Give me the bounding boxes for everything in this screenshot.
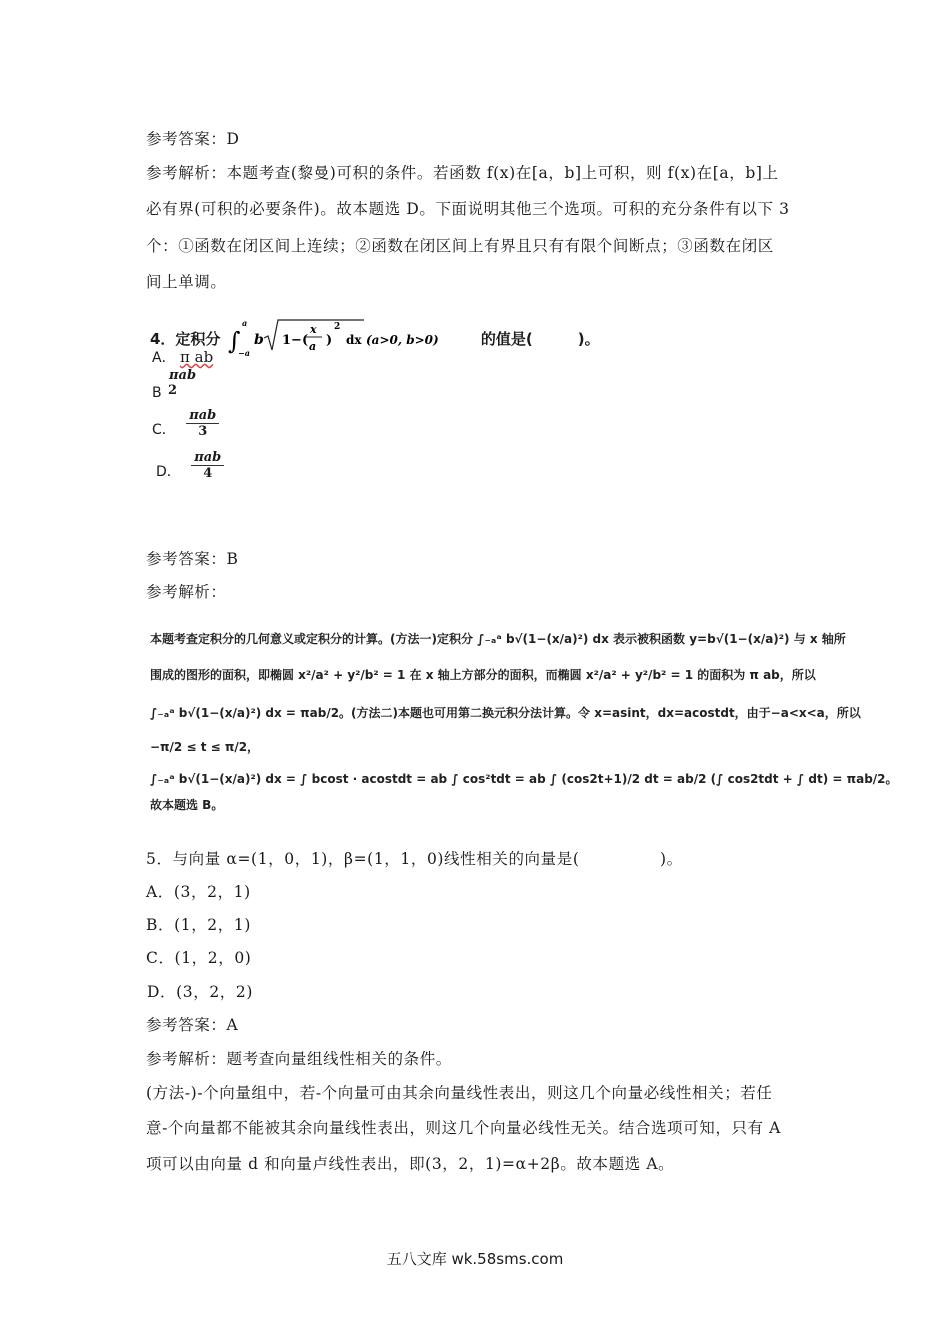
q4-stem (150, 316, 600, 360)
q5-analysis-line: 项可以由向量 d 和向量卢线性表出，即(3，2，1)=α+2β。故本题选 A。 (146, 1155, 675, 1173)
q5-option-b: B．(1，2，1) (146, 916, 251, 934)
q3-analysis-line: 参考解析：本题考查(黎曼)可积的条件。若函数 f(x)在[a，b]上可积，则 f(x)在[a，b]上 (146, 164, 779, 182)
fraction-denominator: 4 (203, 466, 213, 481)
q4-option-d (156, 450, 224, 481)
q5-answer: 参考答案：A (146, 1016, 239, 1034)
q4-stem-suffix: 的值是( )。 (480, 329, 600, 348)
q4-integral-formula (226, 316, 476, 360)
solution-line: ∫₋ₐᵃ b√(1−(x/a)²) dx = ∫ bcost · acostdt = ab ∫ cos²tdt = ab ∫ (cos2t+1)/2 dt = ab/2 (∫ cos2tdt + ∫ dt) = πab/2。 (150, 772, 898, 786)
svg-text:x: x (309, 323, 317, 336)
svg-text:a: a (308, 340, 316, 353)
option-fraction (186, 408, 219, 439)
svg-text:b: b (253, 332, 264, 348)
footer-source: 五八文库 wk.58sms.com (386, 1250, 564, 1268)
q4-integral-upper: a (241, 318, 247, 328)
q3-analysis-line: 间上单调。 (146, 273, 227, 291)
svg-text:∫: ∫ (227, 327, 241, 355)
option-value: π ab (180, 348, 214, 366)
q3-analysis-line: 必有界(可积的必要条件)。故本题选 D。下面说明其他三个选项。可积的充分条件有以下 3 (146, 200, 790, 218)
fraction-numerator: πab (186, 408, 219, 424)
fraction-denominator: 3 (198, 424, 208, 439)
q3-analysis-line: 个：①函数在闭区间上连续；②函数在闭区间上有界且只有有限个间断点；③函数在闭区 (146, 237, 774, 255)
q4-analysis-label: 参考解析： (146, 583, 227, 601)
solution-line: −π/2 ≤ t ≤ π/2， (150, 740, 260, 754)
q5-option-c: C．(1，2，0) (146, 949, 252, 967)
q5-option-a: A．(3，2，1) (146, 883, 251, 901)
q4-integral-lower: −a (237, 348, 250, 358)
option-label: B (152, 385, 162, 401)
option-label: A． (152, 350, 176, 366)
q4-answer: 参考答案：B (146, 550, 239, 568)
svg-text:2: 2 (333, 322, 340, 332)
solution-line: ∫₋ₐᵃ b√(1−(x/a)²) dx = πab/2。(方法二)本题也可用第二换元积分法计算。令 x=asint，dx=acostdt，由于−a<x<a，所以 (150, 706, 861, 720)
q5-analysis-line: 意-个向量都不能被其余向量线性表出，则这几个向量必线性无关。结合选项可知，只有 A (146, 1119, 781, 1137)
q5-analysis-line: 参考解析：题考查向量组线性相关的条件。 (146, 1050, 452, 1068)
q4-stem-prefix: 4．定积分 (150, 329, 221, 348)
option-label: C． (152, 421, 176, 438)
q5-option-d: D．(3，2，2) (147, 983, 254, 1001)
q4-condition: (a>0, b>0) (365, 333, 439, 347)
fraction-denominator: 2 (168, 383, 178, 398)
q4-option-b (152, 368, 199, 401)
q4-option-c (152, 408, 219, 439)
q5-stem: 5．与向量 α=(1，0，1)，β=(1，1，0)线性相关的向量是( )。 (146, 850, 683, 868)
q4-option-a (152, 347, 213, 367)
solution-line: 本题考查定积分的几何意义或定积分的计算。(方法一)定积分 ∫₋ₐᵃ b√(1−(x/a)²) dx 表示被积函数 y=b√(1−(x/a)²) 与 x 轴所 (150, 632, 846, 646)
fraction-numerator: πab (191, 450, 224, 466)
solution-line: 围成的图形的面积，即椭圆 x²/a² + y²/b² = 1 在 x 轴上方部分的面积，而椭圆 x²/a² + y²/b² = 1 的面积为 π ab，所以 (150, 668, 816, 682)
q4-dx: dx (345, 333, 362, 347)
svg-text:1−(: 1−( (281, 333, 308, 348)
q4-solution-block (146, 620, 898, 812)
option-label: D． (156, 463, 181, 480)
q5-analysis-line: (方法-)-个向量组中，若-个向量可由其余向量线性表出，则这几个向量必线性相关；若任 (146, 1084, 773, 1102)
fraction-numerator: πab (169, 368, 197, 383)
solution-line: 故本题选 B。 (150, 798, 224, 812)
option-fraction (191, 450, 224, 481)
option-fraction (166, 368, 199, 398)
q3-answer: 参考答案：D (146, 130, 240, 148)
svg-text:): ) (325, 333, 332, 348)
